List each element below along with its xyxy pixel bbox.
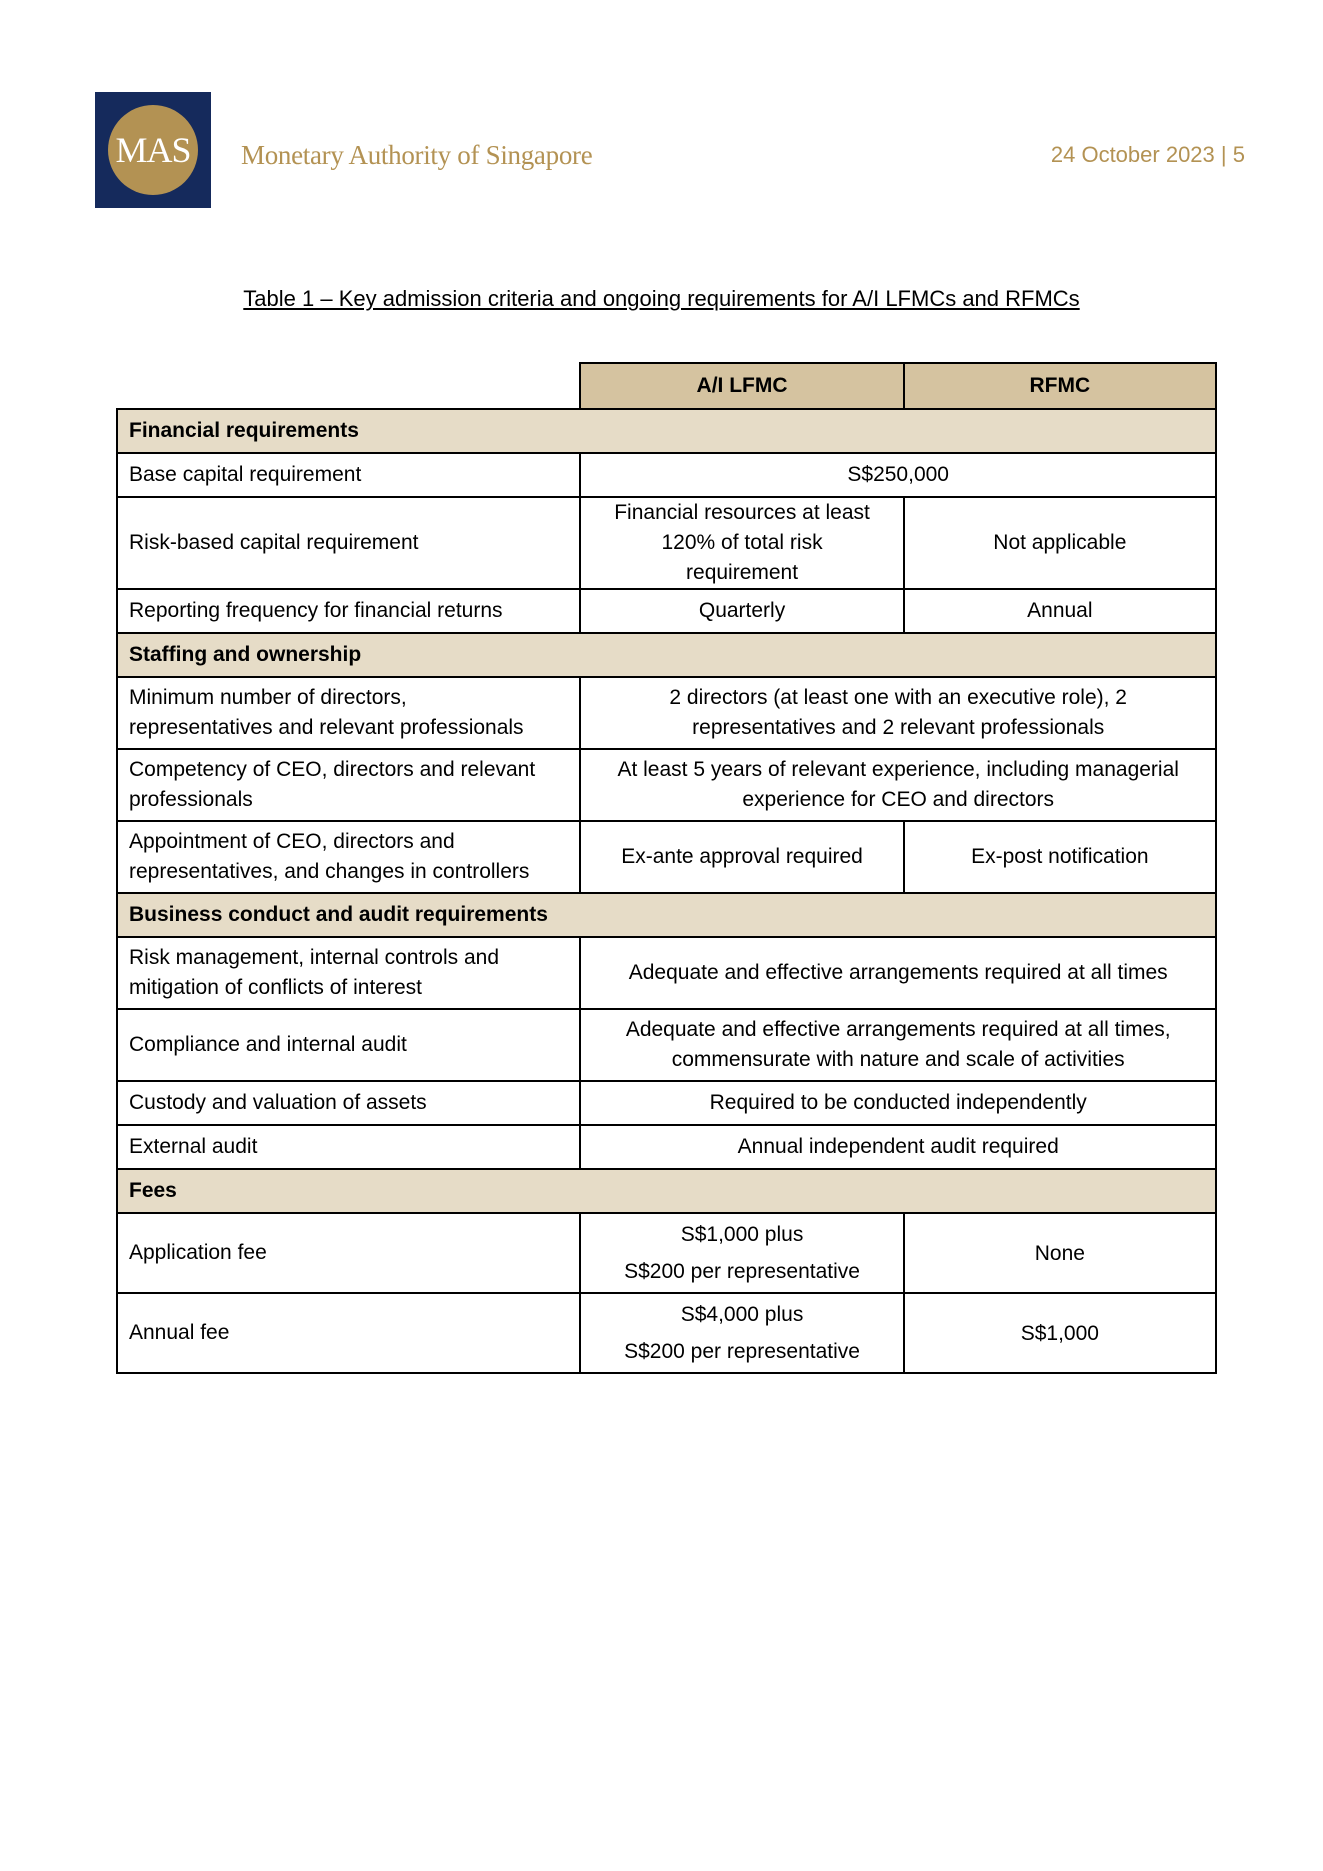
- page-number: 5: [1232, 142, 1245, 167]
- value-line: At least 5 years of relevant experience, including managerial: [617, 758, 1179, 781]
- rfmc-value: S$1,000: [904, 1293, 1216, 1373]
- row-label: Base capital requirement: [117, 453, 580, 497]
- page-meta: [1051, 142, 1245, 168]
- label-line: representatives and relevant professionals: [129, 716, 524, 739]
- value-line: commensurate with nature and scale of activities: [671, 1048, 1125, 1071]
- merged-value: Adequate and effective arrangements required at all times: [580, 937, 1216, 1009]
- value-line: experience for CEO and directors: [742, 788, 1055, 811]
- table-row: [117, 937, 1216, 1009]
- label-line: representatives, and changes in controllers: [129, 860, 530, 883]
- value-line: Financial resources at least: [614, 501, 870, 524]
- label-line: Appointment of CEO, directors and: [129, 830, 455, 853]
- section-row: [117, 409, 1216, 453]
- table-caption: [0, 286, 1323, 312]
- label-line: mitigation of conflicts of interest: [129, 976, 422, 999]
- page-header: [95, 92, 1245, 210]
- table-caption-text: Table 1 – Key admission criteria and ongoing requirements for A/I LFMCs and RFMCs: [243, 286, 1080, 311]
- value-line: S$200 per representative: [624, 1260, 860, 1283]
- row-label: Custody and valuation of assets: [117, 1081, 580, 1125]
- value-line: S$200 per representative: [624, 1340, 860, 1363]
- merged-value: [580, 1009, 1216, 1081]
- table-row: [117, 677, 1216, 749]
- ai-lfmc-value: [580, 497, 903, 589]
- logo-text: MAS: [115, 130, 191, 170]
- table-row: [117, 1125, 1216, 1169]
- meta-separator: |: [1220, 142, 1227, 167]
- organization-name: Monetary Authority of Singapore: [241, 140, 593, 170]
- label-line: professionals: [129, 788, 253, 811]
- row-label: Risk-based capital requirement: [117, 497, 580, 589]
- label-line: Minimum number of directors,: [129, 686, 407, 709]
- section-title: Fees: [117, 1169, 1216, 1213]
- table-row: [117, 1213, 1216, 1293]
- rfmc-value: Ex-post notification: [904, 821, 1216, 893]
- row-label: [117, 821, 580, 893]
- column-header-rfmc: RFMC: [904, 363, 1216, 409]
- merged-value: Annual independent audit required: [580, 1125, 1216, 1169]
- section-title: Financial requirements: [117, 409, 1216, 453]
- merged-value: [580, 749, 1216, 821]
- value-line: representatives and 2 relevant professionals: [692, 716, 1105, 739]
- row-label: [117, 937, 580, 1009]
- row-label: Annual fee: [117, 1293, 580, 1373]
- row-label: Reporting frequency for financial returns: [117, 589, 580, 633]
- value-line: requirement: [686, 561, 799, 584]
- table-row: [117, 1009, 1216, 1081]
- rfmc-value: Annual: [904, 589, 1216, 633]
- ai-lfmc-value: [580, 1213, 903, 1293]
- table-header-row: [117, 363, 1216, 409]
- section-row: [117, 1169, 1216, 1213]
- table-row: [117, 589, 1216, 633]
- logo-emblem: [108, 105, 198, 195]
- row-label: [117, 677, 580, 749]
- criteria-table: [116, 362, 1217, 1374]
- column-header-ai-lfmc: A/I LFMC: [580, 363, 903, 409]
- header-blank-cell: [117, 363, 580, 409]
- table-row: [117, 1081, 1216, 1125]
- value-line: Adequate and effective arrangements required at all times,: [625, 1018, 1171, 1041]
- table-row: [117, 497, 1216, 589]
- table-row: [117, 1293, 1216, 1373]
- document-date: 24 October 2023: [1050, 142, 1215, 167]
- row-label: [117, 749, 580, 821]
- value-line: S$1,000 plus: [680, 1223, 804, 1246]
- mas-logo: [95, 92, 211, 208]
- section-row: [117, 633, 1216, 677]
- merged-value: Required to be conducted independently: [580, 1081, 1216, 1125]
- row-label: External audit: [117, 1125, 580, 1169]
- table-row: [117, 453, 1216, 497]
- table-row: [117, 749, 1216, 821]
- value-line: 120% of total risk: [661, 531, 823, 554]
- rfmc-value: Not applicable: [904, 497, 1216, 589]
- ai-lfmc-value: Quarterly: [580, 589, 903, 633]
- row-label: Compliance and internal audit: [117, 1009, 580, 1081]
- merged-value: [580, 677, 1216, 749]
- row-label: Application fee: [117, 1213, 580, 1293]
- section-title: Staffing and ownership: [117, 633, 1216, 677]
- value-line: 2 directors (at least one with an executive role), 2: [669, 686, 1127, 709]
- label-line: Risk management, internal controls and: [129, 946, 500, 969]
- merged-value: S$250,000: [580, 453, 1216, 497]
- section-row: [117, 893, 1216, 937]
- label-line: Competency of CEO, directors and relevant: [129, 758, 536, 781]
- ai-lfmc-value: [580, 1293, 903, 1373]
- value-line: S$4,000 plus: [680, 1303, 804, 1326]
- table-row: [117, 821, 1216, 893]
- section-title: Business conduct and audit requirements: [117, 893, 1216, 937]
- rfmc-value: None: [904, 1213, 1216, 1293]
- ai-lfmc-value: Ex-ante approval required: [580, 821, 903, 893]
